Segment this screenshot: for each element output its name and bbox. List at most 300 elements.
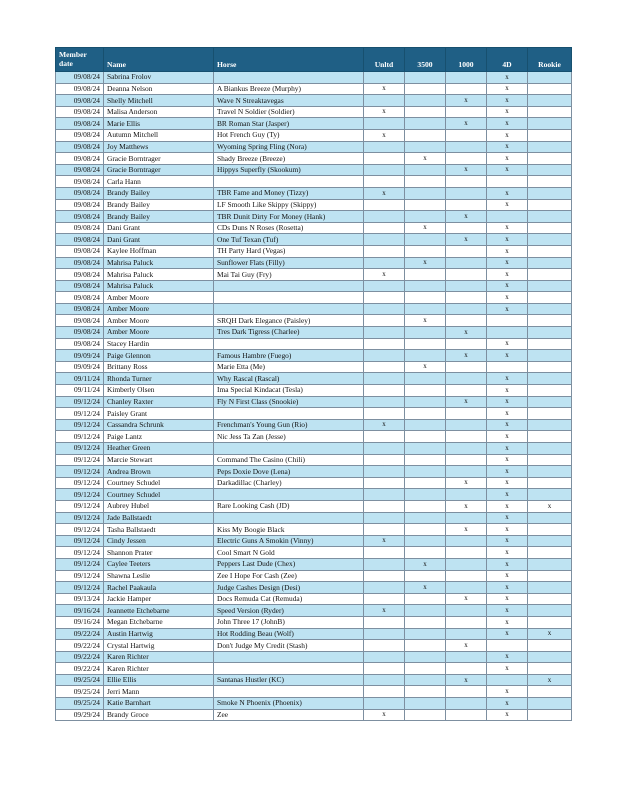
table-row[interactable] [56,303,572,315]
cell-division-d1000[interactable] [446,280,487,292]
cell-division-d4d[interactable]: x [487,524,528,536]
cell-name[interactable]: Amber Moore [104,327,214,339]
table-row[interactable] [56,257,572,269]
cell-horse[interactable]: TBR Dunit Dirty For Money (Hank) [214,211,364,223]
cell-division-d3500[interactable] [405,292,446,304]
cell-division-d3500[interactable] [405,176,446,188]
cell-member-date[interactable]: 09/12/24 [56,477,104,489]
cell-division-d1000[interactable] [446,570,487,582]
cell-division-d4d[interactable]: x [487,709,528,721]
cell-horse[interactable]: Famous Hambre (Fuego) [214,350,364,362]
cell-name[interactable]: Chanley Raxter [104,396,214,408]
cell-division-unltd[interactable] [364,500,405,512]
table-row[interactable] [56,234,572,246]
cell-division-d4d[interactable]: x [487,628,528,640]
cell-division-d3500[interactable] [405,350,446,362]
cell-division-d1000[interactable] [446,512,487,524]
cell-division-d3500[interactable]: x [405,153,446,165]
cell-name[interactable]: Courtney Schudel [104,489,214,501]
cell-member-date[interactable]: 09/08/24 [56,234,104,246]
cell-horse[interactable]: Peppers Last Dude (Chex) [214,558,364,570]
cell-division-d1000[interactable] [446,129,487,141]
cell-name[interactable]: Austin Hartwig [104,628,214,640]
cell-division-rookie[interactable] [528,72,572,84]
cell-division-unltd[interactable] [364,222,405,234]
cell-division-d1000[interactable] [446,338,487,350]
cell-horse[interactable] [214,408,364,420]
column-header-rookie[interactable]: Rookie [528,48,572,72]
cell-division-rookie[interactable] [528,153,572,165]
cell-horse[interactable]: Why Rascal (Rascal) [214,373,364,385]
cell-name[interactable]: Amber Moore [104,292,214,304]
cell-division-d3500[interactable] [405,570,446,582]
cell-division-rookie[interactable] [528,129,572,141]
cell-division-d3500[interactable] [405,72,446,84]
cell-member-date[interactable]: 09/08/24 [56,83,104,95]
cell-division-rookie[interactable] [528,338,572,350]
cell-division-rookie[interactable]: x [528,500,572,512]
cell-division-d4d[interactable] [487,640,528,652]
cell-name[interactable]: Malisa Anderson [104,106,214,118]
cell-name[interactable]: Courtney Schudel [104,477,214,489]
cell-division-d4d[interactable]: x [487,605,528,617]
cell-division-d3500[interactable] [405,396,446,408]
cell-division-d3500[interactable] [405,83,446,95]
cell-division-rookie[interactable] [528,315,572,327]
cell-division-d4d[interactable] [487,327,528,339]
cell-horse[interactable]: Darkadillac (Charley) [214,477,364,489]
cell-member-date[interactable]: 09/08/24 [56,327,104,339]
cell-division-d1000[interactable] [446,83,487,95]
cell-division-d4d[interactable] [487,674,528,686]
cell-horse[interactable]: Kiss My Boogie Black [214,524,364,536]
cell-division-d1000[interactable]: x [446,350,487,362]
table-row[interactable] [56,419,572,431]
cell-member-date[interactable]: 09/09/24 [56,361,104,373]
cell-division-d3500[interactable] [405,303,446,315]
cell-name[interactable]: Joy Matthews [104,141,214,153]
table-row[interactable] [56,361,572,373]
cell-name[interactable]: Heather Green [104,443,214,455]
cell-horse[interactable]: Electric Guns A Smokin (Vinny) [214,535,364,547]
cell-division-d4d[interactable]: x [487,500,528,512]
cell-division-d1000[interactable] [446,709,487,721]
cell-division-d1000[interactable] [446,535,487,547]
table-row[interactable] [56,570,572,582]
cell-horse[interactable]: Cool Smart N Gold [214,547,364,559]
cell-name[interactable]: Jerri Mann [104,686,214,698]
table-row[interactable] [56,500,572,512]
table-row[interactable] [56,83,572,95]
cell-division-d1000[interactable] [446,176,487,188]
cell-member-date[interactable]: 09/12/24 [56,489,104,501]
cell-division-d1000[interactable] [446,547,487,559]
cell-horse[interactable]: LF Smooth Like Skippy (Skippy) [214,199,364,211]
cell-division-unltd[interactable]: x [364,419,405,431]
cell-division-d4d[interactable]: x [487,489,528,501]
cell-division-d4d[interactable]: x [487,129,528,141]
cell-division-unltd[interactable] [364,443,405,455]
cell-division-unltd[interactable] [364,338,405,350]
cell-division-d1000[interactable] [446,582,487,594]
cell-division-unltd[interactable] [364,315,405,327]
cell-division-d1000[interactable] [446,408,487,420]
cell-division-d3500[interactable] [405,408,446,420]
cell-member-date[interactable]: 09/12/24 [56,547,104,559]
cell-division-rookie[interactable] [528,95,572,107]
cell-division-d3500[interactable] [405,489,446,501]
table-row[interactable] [56,118,572,130]
cell-division-d4d[interactable]: x [487,164,528,176]
cell-division-d1000[interactable] [446,605,487,617]
cell-division-rookie[interactable] [528,396,572,408]
table-row[interactable] [56,245,572,257]
table-row[interactable] [56,106,572,118]
cell-division-d4d[interactable]: x [487,245,528,257]
cell-name[interactable]: Stacey Hardin [104,338,214,350]
cell-division-rookie[interactable] [528,547,572,559]
cell-division-unltd[interactable] [364,327,405,339]
cell-division-rookie[interactable] [528,570,572,582]
cell-division-d1000[interactable] [446,663,487,675]
cell-horse[interactable] [214,338,364,350]
cell-division-unltd[interactable] [364,211,405,223]
cell-name[interactable]: Rhonda Turner [104,373,214,385]
table-row[interactable] [56,616,572,628]
cell-member-date[interactable]: 09/08/24 [56,222,104,234]
cell-division-d1000[interactable] [446,303,487,315]
cell-name[interactable]: Cassandra Schrunk [104,419,214,431]
cell-division-d1000[interactable] [446,373,487,385]
cell-division-rookie[interactable] [528,605,572,617]
cell-member-date[interactable]: 09/08/24 [56,315,104,327]
cell-division-d4d[interactable]: x [487,582,528,594]
cell-division-rookie[interactable] [528,303,572,315]
cell-name[interactable]: Mahrisa Paluck [104,257,214,269]
cell-division-rookie[interactable] [528,686,572,698]
cell-division-rookie[interactable] [528,698,572,710]
cell-division-d4d[interactable]: x [487,83,528,95]
cell-member-date[interactable]: 09/08/24 [56,95,104,107]
table-row[interactable] [56,512,572,524]
cell-division-rookie[interactable] [528,164,572,176]
cell-division-d1000[interactable] [446,616,487,628]
cell-division-d3500[interactable] [405,269,446,281]
cell-member-date[interactable]: 09/12/24 [56,582,104,594]
cell-horse[interactable]: Zee [214,709,364,721]
table-row[interactable] [56,315,572,327]
cell-division-rookie[interactable] [528,454,572,466]
cell-division-d1000[interactable] [446,199,487,211]
cell-division-unltd[interactable] [364,663,405,675]
cell-name[interactable]: Jade Ballstaedt [104,512,214,524]
column-header-d4d[interactable]: 4D [487,48,528,72]
table-row[interactable] [56,628,572,640]
cell-horse[interactable]: TH Party Hard (Vegas) [214,245,364,257]
cell-division-rookie[interactable] [528,257,572,269]
cell-division-d4d[interactable]: x [487,95,528,107]
cell-division-d3500[interactable] [405,373,446,385]
cell-division-unltd[interactable] [364,118,405,130]
table-row[interactable] [56,176,572,188]
cell-division-d3500[interactable] [405,106,446,118]
cell-division-d3500[interactable] [405,164,446,176]
cell-division-d4d[interactable]: x [487,118,528,130]
table-row[interactable] [56,582,572,594]
cell-division-unltd[interactable] [364,234,405,246]
cell-division-d1000[interactable]: x [446,477,487,489]
cell-division-d4d[interactable]: x [487,408,528,420]
cell-division-d4d[interactable]: x [487,269,528,281]
cell-division-d1000[interactable] [446,489,487,501]
cell-horse[interactable] [214,303,364,315]
cell-name[interactable]: Katie Barnhart [104,698,214,710]
cell-division-d1000[interactable]: x [446,674,487,686]
cell-division-unltd[interactable] [364,512,405,524]
cell-division-d3500[interactable] [405,593,446,605]
cell-horse[interactable]: Judge Cashes Design (Desi) [214,582,364,594]
table-row[interactable] [56,477,572,489]
cell-member-date[interactable]: 09/12/24 [56,408,104,420]
cell-member-date[interactable]: 09/08/24 [56,106,104,118]
cell-division-d1000[interactable] [446,106,487,118]
cell-name[interactable]: Aubrey Hubel [104,500,214,512]
table-row[interactable] [56,524,572,536]
cell-division-d3500[interactable] [405,327,446,339]
cell-division-unltd[interactable] [364,350,405,362]
cell-division-d3500[interactable] [405,141,446,153]
cell-division-d4d[interactable]: x [487,651,528,663]
cell-division-d3500[interactable]: x [405,558,446,570]
cell-name[interactable]: Carla Hann [104,176,214,188]
cell-horse[interactable]: Command The Casino (Chili) [214,454,364,466]
cell-name[interactable]: Tasha Ballstaedt [104,524,214,536]
cell-division-d1000[interactable]: x [446,234,487,246]
cell-member-date[interactable]: 09/08/24 [56,176,104,188]
cell-member-date[interactable]: 09/29/24 [56,709,104,721]
cell-division-d4d[interactable]: x [487,385,528,397]
cell-division-rookie[interactable] [528,663,572,675]
cell-division-rookie[interactable] [528,419,572,431]
cell-division-unltd[interactable] [364,199,405,211]
cell-division-d4d[interactable]: x [487,199,528,211]
table-row[interactable] [56,535,572,547]
cell-division-unltd[interactable] [364,582,405,594]
cell-division-d1000[interactable] [446,454,487,466]
cell-division-unltd[interactable]: x [364,83,405,95]
cell-horse[interactable]: BR Roman Star (Jasper) [214,118,364,130]
cell-division-rookie[interactable] [528,477,572,489]
column-header-date[interactable]: Member date [56,48,104,72]
table-row[interactable] [56,327,572,339]
cell-division-rookie[interactable] [528,616,572,628]
cell-name[interactable]: Andrea Brown [104,466,214,478]
cell-horse[interactable]: Hippys Superfly (Skookum) [214,164,364,176]
cell-member-date[interactable]: 09/12/24 [56,535,104,547]
table-row[interactable] [56,187,572,199]
cell-name[interactable]: Brandy Bailey [104,211,214,223]
column-header-d3500[interactable]: 3500 [405,48,446,72]
cell-horse[interactable]: A Biankus Breeze (Murphy) [214,83,364,95]
cell-division-rookie[interactable]: x [528,674,572,686]
cell-division-rookie[interactable] [528,141,572,153]
cell-division-rookie[interactable] [528,582,572,594]
cell-member-date[interactable]: 09/12/24 [56,466,104,478]
cell-division-unltd[interactable] [364,640,405,652]
table-row[interactable] [56,199,572,211]
cell-division-d3500[interactable] [405,616,446,628]
cell-division-unltd[interactable] [364,698,405,710]
cell-horse[interactable] [214,280,364,292]
cell-member-date[interactable]: 09/12/24 [56,443,104,455]
cell-division-d4d[interactable]: x [487,257,528,269]
cell-division-d1000[interactable] [446,257,487,269]
cell-division-d4d[interactable] [487,176,528,188]
cell-division-d4d[interactable]: x [487,234,528,246]
cell-name[interactable]: Amber Moore [104,315,214,327]
cell-division-unltd[interactable]: x [364,709,405,721]
cell-member-date[interactable]: 09/08/24 [56,280,104,292]
cell-division-unltd[interactable] [364,280,405,292]
cell-division-rookie[interactable] [528,199,572,211]
cell-horse[interactable]: Wyoming Spring Fling (Nora) [214,141,364,153]
table-row[interactable] [56,698,572,710]
cell-member-date[interactable]: 09/08/24 [56,141,104,153]
cell-member-date[interactable]: 09/12/24 [56,570,104,582]
cell-member-date[interactable]: 09/25/24 [56,698,104,710]
cell-division-rookie[interactable] [528,512,572,524]
cell-division-unltd[interactable]: x [364,129,405,141]
table-row[interactable] [56,95,572,107]
cell-member-date[interactable]: 09/22/24 [56,628,104,640]
cell-division-d4d[interactable]: x [487,373,528,385]
column-header-horse[interactable]: Horse [214,48,364,72]
cell-division-rookie[interactable] [528,593,572,605]
cell-division-d4d[interactable]: x [487,292,528,304]
cell-division-d4d[interactable]: x [487,396,528,408]
cell-division-d3500[interactable] [405,698,446,710]
cell-division-rookie[interactable] [528,234,572,246]
cell-division-d3500[interactable] [405,419,446,431]
cell-name[interactable]: Amber Moore [104,303,214,315]
cell-division-d1000[interactable] [446,187,487,199]
cell-division-unltd[interactable] [364,292,405,304]
cell-division-d1000[interactable] [446,72,487,84]
cell-division-d4d[interactable]: x [487,72,528,84]
cell-name[interactable]: Karen Richter [104,663,214,675]
cell-division-d3500[interactable] [405,605,446,617]
cell-division-unltd[interactable] [364,558,405,570]
cell-name[interactable]: Jackie Hamper [104,593,214,605]
cell-name[interactable]: Mahrisa Paluck [104,269,214,281]
cell-division-rookie[interactable] [528,524,572,536]
cell-member-date[interactable]: 09/08/24 [56,129,104,141]
cell-division-unltd[interactable] [364,153,405,165]
table-row[interactable] [56,373,572,385]
cell-division-unltd[interactable] [364,72,405,84]
cell-horse[interactable]: Mai Tai Guy (Fry) [214,269,364,281]
cell-horse[interactable] [214,72,364,84]
cell-division-unltd[interactable] [364,628,405,640]
cell-division-unltd[interactable] [364,95,405,107]
table-row[interactable] [56,489,572,501]
cell-division-rookie[interactable] [528,176,572,188]
cell-horse[interactable] [214,651,364,663]
cell-division-d3500[interactable] [405,686,446,698]
cell-division-unltd[interactable] [364,593,405,605]
cell-division-d1000[interactable] [446,315,487,327]
cell-name[interactable]: Crystal Hartwig [104,640,214,652]
cell-name[interactable]: Brandy Bailey [104,199,214,211]
cell-member-date[interactable]: 09/16/24 [56,605,104,617]
cell-name[interactable]: Paisley Grant [104,408,214,420]
cell-division-d4d[interactable]: x [487,698,528,710]
cell-division-d1000[interactable]: x [446,524,487,536]
cell-horse[interactable]: Peps Doxie Dove (Lena) [214,466,364,478]
cell-name[interactable]: Karen Richter [104,651,214,663]
cell-division-d3500[interactable] [405,385,446,397]
cell-division-d3500[interactable]: x [405,315,446,327]
cell-name[interactable]: Shelly Mitchell [104,95,214,107]
cell-horse[interactable]: Sunflower Flats (Filly) [214,257,364,269]
cell-division-rookie[interactable]: x [528,628,572,640]
cell-horse[interactable]: TBR Fame and Money (Tizzy) [214,187,364,199]
cell-division-d1000[interactable]: x [446,95,487,107]
cell-division-unltd[interactable] [364,396,405,408]
cell-division-unltd[interactable] [364,524,405,536]
cell-name[interactable]: Kaylee Hoffman [104,245,214,257]
cell-member-date[interactable]: 09/08/24 [56,257,104,269]
cell-division-unltd[interactable] [364,547,405,559]
cell-division-d4d[interactable] [487,315,528,327]
cell-name[interactable]: Shawna Leslie [104,570,214,582]
cell-division-d3500[interactable] [405,524,446,536]
cell-name[interactable]: Ellie Ellis [104,674,214,686]
table-row[interactable] [56,385,572,397]
cell-division-unltd[interactable] [364,651,405,663]
cell-horse[interactable]: One Tuf Texan (Tuf) [214,234,364,246]
cell-member-date[interactable]: 09/13/24 [56,593,104,605]
cell-division-d4d[interactable]: x [487,454,528,466]
cell-division-d4d[interactable]: x [487,558,528,570]
cell-division-unltd[interactable]: x [364,605,405,617]
cell-division-d4d[interactable]: x [487,303,528,315]
cell-member-date[interactable]: 09/08/24 [56,245,104,257]
cell-horse[interactable]: Santanas Hustler (KC) [214,674,364,686]
cell-division-d1000[interactable] [446,698,487,710]
cell-division-rookie[interactable] [528,408,572,420]
cell-division-d3500[interactable] [405,500,446,512]
cell-member-date[interactable]: 09/08/24 [56,303,104,315]
cell-horse[interactable] [214,292,364,304]
cell-name[interactable]: Sabrina Frolov [104,72,214,84]
cell-division-rookie[interactable] [528,535,572,547]
cell-division-d3500[interactable] [405,651,446,663]
table-row[interactable] [56,408,572,420]
cell-division-rookie[interactable] [528,292,572,304]
cell-division-d1000[interactable] [446,153,487,165]
cell-division-unltd[interactable] [364,477,405,489]
cell-division-rookie[interactable] [528,106,572,118]
cell-division-d4d[interactable]: x [487,222,528,234]
cell-division-d4d[interactable]: x [487,593,528,605]
cell-name[interactable]: Kimberly Olsen [104,385,214,397]
cell-horse[interactable]: Ima Special Kindacat (Tesla) [214,385,364,397]
cell-name[interactable]: Paige Glennon [104,350,214,362]
cell-division-rookie[interactable] [528,431,572,443]
cell-division-d1000[interactable] [446,222,487,234]
table-row[interactable] [56,280,572,292]
